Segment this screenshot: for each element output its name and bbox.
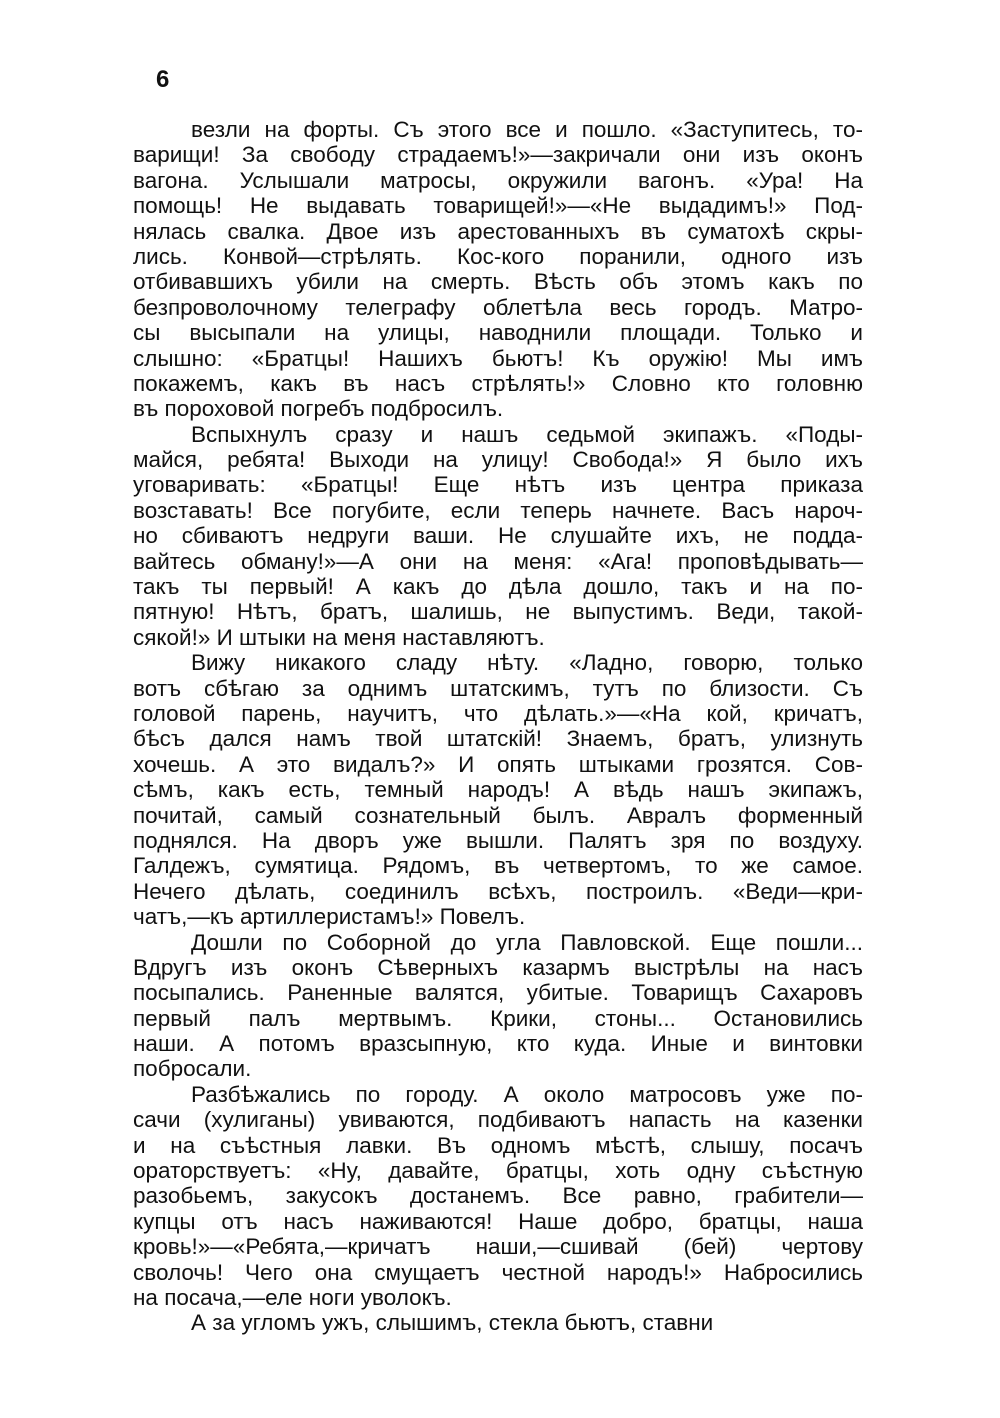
- text-line: и на съѣстныя лавки. Въ одномъ мѣстѣ, слышу, посачъ: [133, 1132, 863, 1158]
- text-line: возставать! Все погубите, если теперь начнете. Васъ нароч-: [133, 497, 863, 523]
- text-line: сѣмъ, какъ есть, темный народъ! А вѣдь нашъ экипажъ,: [133, 777, 863, 803]
- text-line: разобьемъ, закусокъ достанемъ. Все равно, грабители—: [133, 1183, 863, 1209]
- text-line: уговаривать: «Братцы! Еще нѣтъ изъ центра приказа: [133, 472, 863, 498]
- text-line: сы высыпали на улицы, наводнили площади. Только и: [133, 320, 863, 346]
- text-line: майся, ребята! Выходи на улицу! Свобода!» Я было ихъ: [133, 447, 863, 473]
- text-line: сякой!» И штыки на меня наставляютъ.: [133, 624, 545, 650]
- text-line: на посача,—еле ноги уволокъ.: [133, 1284, 452, 1310]
- text-line: Дошли по Соборной до угла Павловской. Еще пошли...: [191, 929, 863, 955]
- text-line: Вдругъ изъ оконъ Сѣверныхъ казармъ выстрѣлы на насъ: [133, 954, 863, 980]
- text-line: вотъ сбѣгаю за однимъ штатскимъ, тутъ по близости. Съ: [133, 675, 863, 701]
- text-line: хочешь. А это видалъ?» И опять штыками грозятся. Сов-: [133, 751, 863, 777]
- text-line: бѣсъ дался намъ твой штатскій! Знаемъ, братъ, улизнуть: [133, 726, 863, 752]
- paragraph: [133, 1310, 863, 1335]
- text-line: везли на форты. Съ этого все и пошло. «Заступитесь, то-: [191, 117, 863, 142]
- text-line: наши. А потомъ вразсыпную, кто куда. Иные и винтовки: [133, 1031, 863, 1057]
- text-line: сволочь! Чего она смущаетъ честной народъ!» Набросились: [133, 1259, 863, 1285]
- text-line: пятную! Нѣтъ, братъ, шалишь, не выпустимъ. Веди, такой-: [133, 599, 863, 625]
- text-line: варищи! За свободу страдаемъ!»—закричали они изъ оконъ: [133, 142, 863, 168]
- paragraph: [133, 650, 863, 929]
- text-line: отбивавшихъ убили на смерть. Вѣсть объ этомъ какъ по: [133, 269, 863, 295]
- text-line: вагона. Услышали матросы, окружили вагонъ. «Ура! На: [133, 167, 863, 193]
- text-line: посыпались. Раненные валятся, убитые. Товарищъ Сахаровъ: [133, 980, 863, 1006]
- text-line: покажемъ, какъ въ насъ стрѣлять!» Словно кто головню: [133, 370, 863, 396]
- text-line: помощь! Не выдавать товарищей!»—«Не выдадимъ!» Под-: [133, 193, 863, 219]
- text-line: безпроволочному телеграфу облетѣла весь городъ. Матро-: [133, 294, 863, 320]
- text-line: лись. Конвой—стрѣлять. Кос-кого поранили, одного изъ: [133, 243, 863, 269]
- text-line: сачи (хулиганы) увиваются, подбиваютъ напасть на казенки: [133, 1107, 863, 1133]
- text-line: Разбѣжались по городу. А около матросовъ уже по-: [191, 1081, 863, 1107]
- paragraph: [133, 117, 863, 422]
- text-line: нялась свалка. Двое изъ арестованныхъ въ суматохѣ скры-: [133, 218, 863, 244]
- text-line: побросали.: [133, 1056, 252, 1082]
- page-number: 6: [156, 66, 170, 93]
- text-line: но сбиваютъ недруги ваши. Не слушайте ихъ, не подда-: [133, 523, 863, 549]
- text-line: вайтесь обману!»—А они на меня: «Ага! проповѣдывать—: [133, 548, 863, 574]
- text-line: слышно: «Братцы! Нашихъ бьютъ! Къ оружію! Мы имъ: [133, 345, 863, 371]
- text-line: поднялся. На дворъ уже вышли. Палятъ зря по воздуху.: [133, 827, 863, 853]
- body-text: [133, 117, 863, 1336]
- text-line: Нечего дѣлать, соединилъ всѣхъ, построилъ. «Веди—кри-: [133, 878, 863, 904]
- paragraph: [133, 1082, 863, 1311]
- text-line: Вспыхнулъ сразу и нашъ седьмой экипажъ. «Поды-: [191, 421, 863, 447]
- paragraph: [133, 930, 863, 1082]
- text-line: А за угломъ ужъ, слышимъ, стекла бьютъ, ставни: [191, 1310, 714, 1336]
- text-line: почитай, самый сознательный былъ. Авралъ форменный: [133, 802, 863, 828]
- text-line: ораторствуетъ: «Ну, давайте, братцы, хоть одну съѣстную: [133, 1158, 863, 1184]
- text-line: первый палъ мертвымъ. Крики, стоны... Остановились: [133, 1005, 863, 1031]
- text-line: головой парень, научитъ, что дѣлать.»—«На кой, кричатъ,: [133, 700, 863, 726]
- text-line: кровь!»—«Ребята,—кричатъ наши,—сшивай (бей) чертову: [133, 1234, 863, 1260]
- text-line: Вижу никакого сладу нѣту. «Ладно, говорю, только: [191, 650, 863, 676]
- text-line: такъ ты первый! А какъ до дѣла дошло, такъ и на по-: [133, 574, 863, 600]
- text-line: Галдежъ, сумятица. Рядомъ, въ четвертомъ, то же самое.: [133, 853, 863, 879]
- text-line: чатъ,—къ артиллеристамъ!» Повелъ.: [133, 904, 526, 930]
- paragraph: [133, 422, 863, 651]
- text-line: купцы отъ насъ наживаются! Наше добро, братцы, наша: [133, 1208, 863, 1234]
- text-line: въ пороховой погребъ подбросилъ.: [133, 396, 504, 422]
